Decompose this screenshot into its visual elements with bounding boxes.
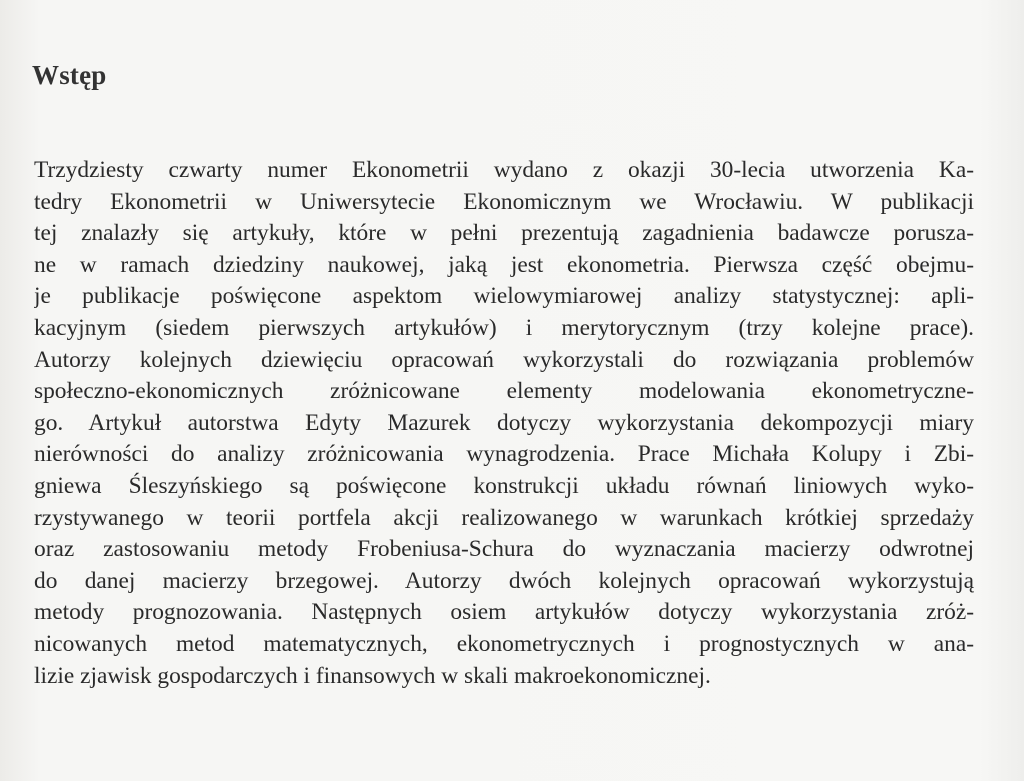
paragraph-line: nicowanych metod matematycznych, ekonometrycznych i prognostycznych w ana-	[34, 630, 974, 657]
paragraph-line: lizie zjawisk gospodarczych i finansowych w skali makroekonomicznej.	[34, 662, 711, 689]
paragraph-line: rzystywanego w teorii portfela akcji realizowanego w warunkach krótkiej sprzedaży	[34, 504, 974, 531]
paragraph-line: Autorzy kolejnych dziewięciu opracowań wykorzystali do rozwiązania problemów	[34, 346, 974, 373]
paragraph-line: Trzydziesty czwarty numer Ekonometrii wydano z okazji 30-lecia utworzenia Ka-	[34, 157, 974, 183]
paragraph-line: ne w ramach dziedziny naukowej, jaką jest ekonometria. Pierwsza część obejmu-	[34, 251, 974, 278]
paragraph-line: tej znalazły się artykuły, które w pełni prezentują zagadnienia badawcze porusza-	[34, 220, 974, 247]
section-heading: Wstęp	[32, 60, 107, 90]
paragraph-line: metody prognozowania. Następnych osiem artykułów dotyczy wykorzystania zróż-	[34, 599, 974, 626]
paragraph-line: tedry Ekonometrii w Uniwersytecie Ekonomicznym we Wrocławiu. W publikacji	[34, 188, 974, 215]
paragraph-line: je publikacje poświęcone aspektom wielowymiarowej analizy statystycznej: apli-	[34, 283, 974, 310]
paragraph-line: oraz zastosowaniu metody Frobeniusa-Schura do wyznaczania macierzy odwrotnej	[34, 536, 974, 563]
paragraph-line: gniewa Śleszyńskiego są poświęcone konstrukcji układu równań liniowych wyko-	[34, 472, 974, 499]
paragraph-line: go. Artykuł autorstwa Edyty Mazurek dotyczy wykorzystania dekompozycji miary	[34, 409, 974, 436]
body-paragraph	[34, 155, 974, 692]
paragraph-line: kacyjnym (siedem pierwszych artykułów) i merytorycznym (trzy kolejne prace).	[34, 314, 974, 341]
paragraph-line: do danej macierzy brzegowej. Autorzy dwóch kolejnych opracowań wykorzystują	[34, 567, 974, 594]
paragraph-line: społeczno-ekonomicznych zróżnicowane elementy modelowania ekonometryczne-	[34, 378, 974, 405]
paragraph-line: nierówności do analizy zróżnicowania wynagrodzenia. Prace Michała Kolupy i Zbi-	[34, 441, 974, 468]
